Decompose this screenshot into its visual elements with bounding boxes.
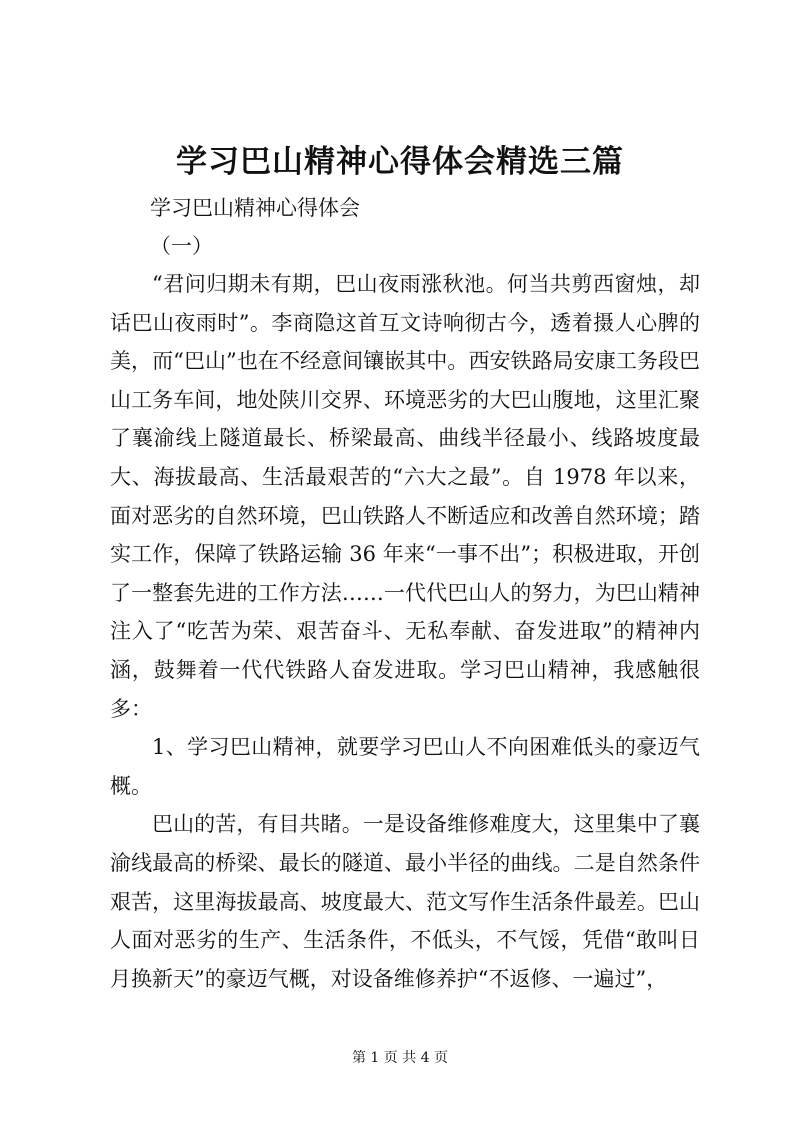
body-paragraph: “君问归期未有期，巴山夜雨涨秋池。何当共剪西窗烛，却话巴山夜雨时”。李商隐这首互文诗响彻古今，透着摄人心脾的美，而“巴山”也在不经意间镶嵌其中。西安铁路局安康工务段巴山工务车间，地处陕川交界、环境恶劣的大巴山腹地，这里汇聚了襄渝线上隧道最长、桥梁最高、曲线半径最小、线路坡度最大、海拔最高、生活最艰苦的“六大之最”。自 1978 年以来，面对恶劣的自然环境，巴山铁路人不断适应和改善自然环境；踏实工作，保障了铁路运输 36 年来“一事不出”；积极进取，开创了一整套先进的工作方法……一代代巴山人的努力，为巴山精神注入了“吃苦为荣、艰苦奋斗、无私奉献、奋发进取”的精神内涵，鼓舞着一代代铁路人奋发进取。学习巴山精神，我感触很多： — [110, 272, 700, 721]
page-footer: 第 1 页 共 4 页 — [351, 1050, 449, 1066]
body-paragraph: 巴山的苦，有目共睹。一是设备维修难度大，这里集中了襄渝线最高的桥梁、最长的隧道、最小半径的曲线。二是自然条件艰苦，这里海拔最高、坡度最大、范文写作生活条件最差。巴山人面对恶劣的生产、生活条件，不低头，不气馁，凭借“敢叫日月换新天”的豪迈气概，对设备维修养护“不返修、一遍过”， — [110, 812, 700, 991]
body-paragraph: 1、学习巴山精神，就要学习巴山人不向困难低头的豪迈气概。 — [110, 735, 700, 798]
section-subtitle: 学习巴山精神心得体会 — [150, 196, 360, 220]
document-body — [110, 265, 700, 998]
section-number: （一） — [150, 234, 213, 258]
document-title: 学习巴山精神心得体会精选三篇 — [176, 144, 624, 180]
